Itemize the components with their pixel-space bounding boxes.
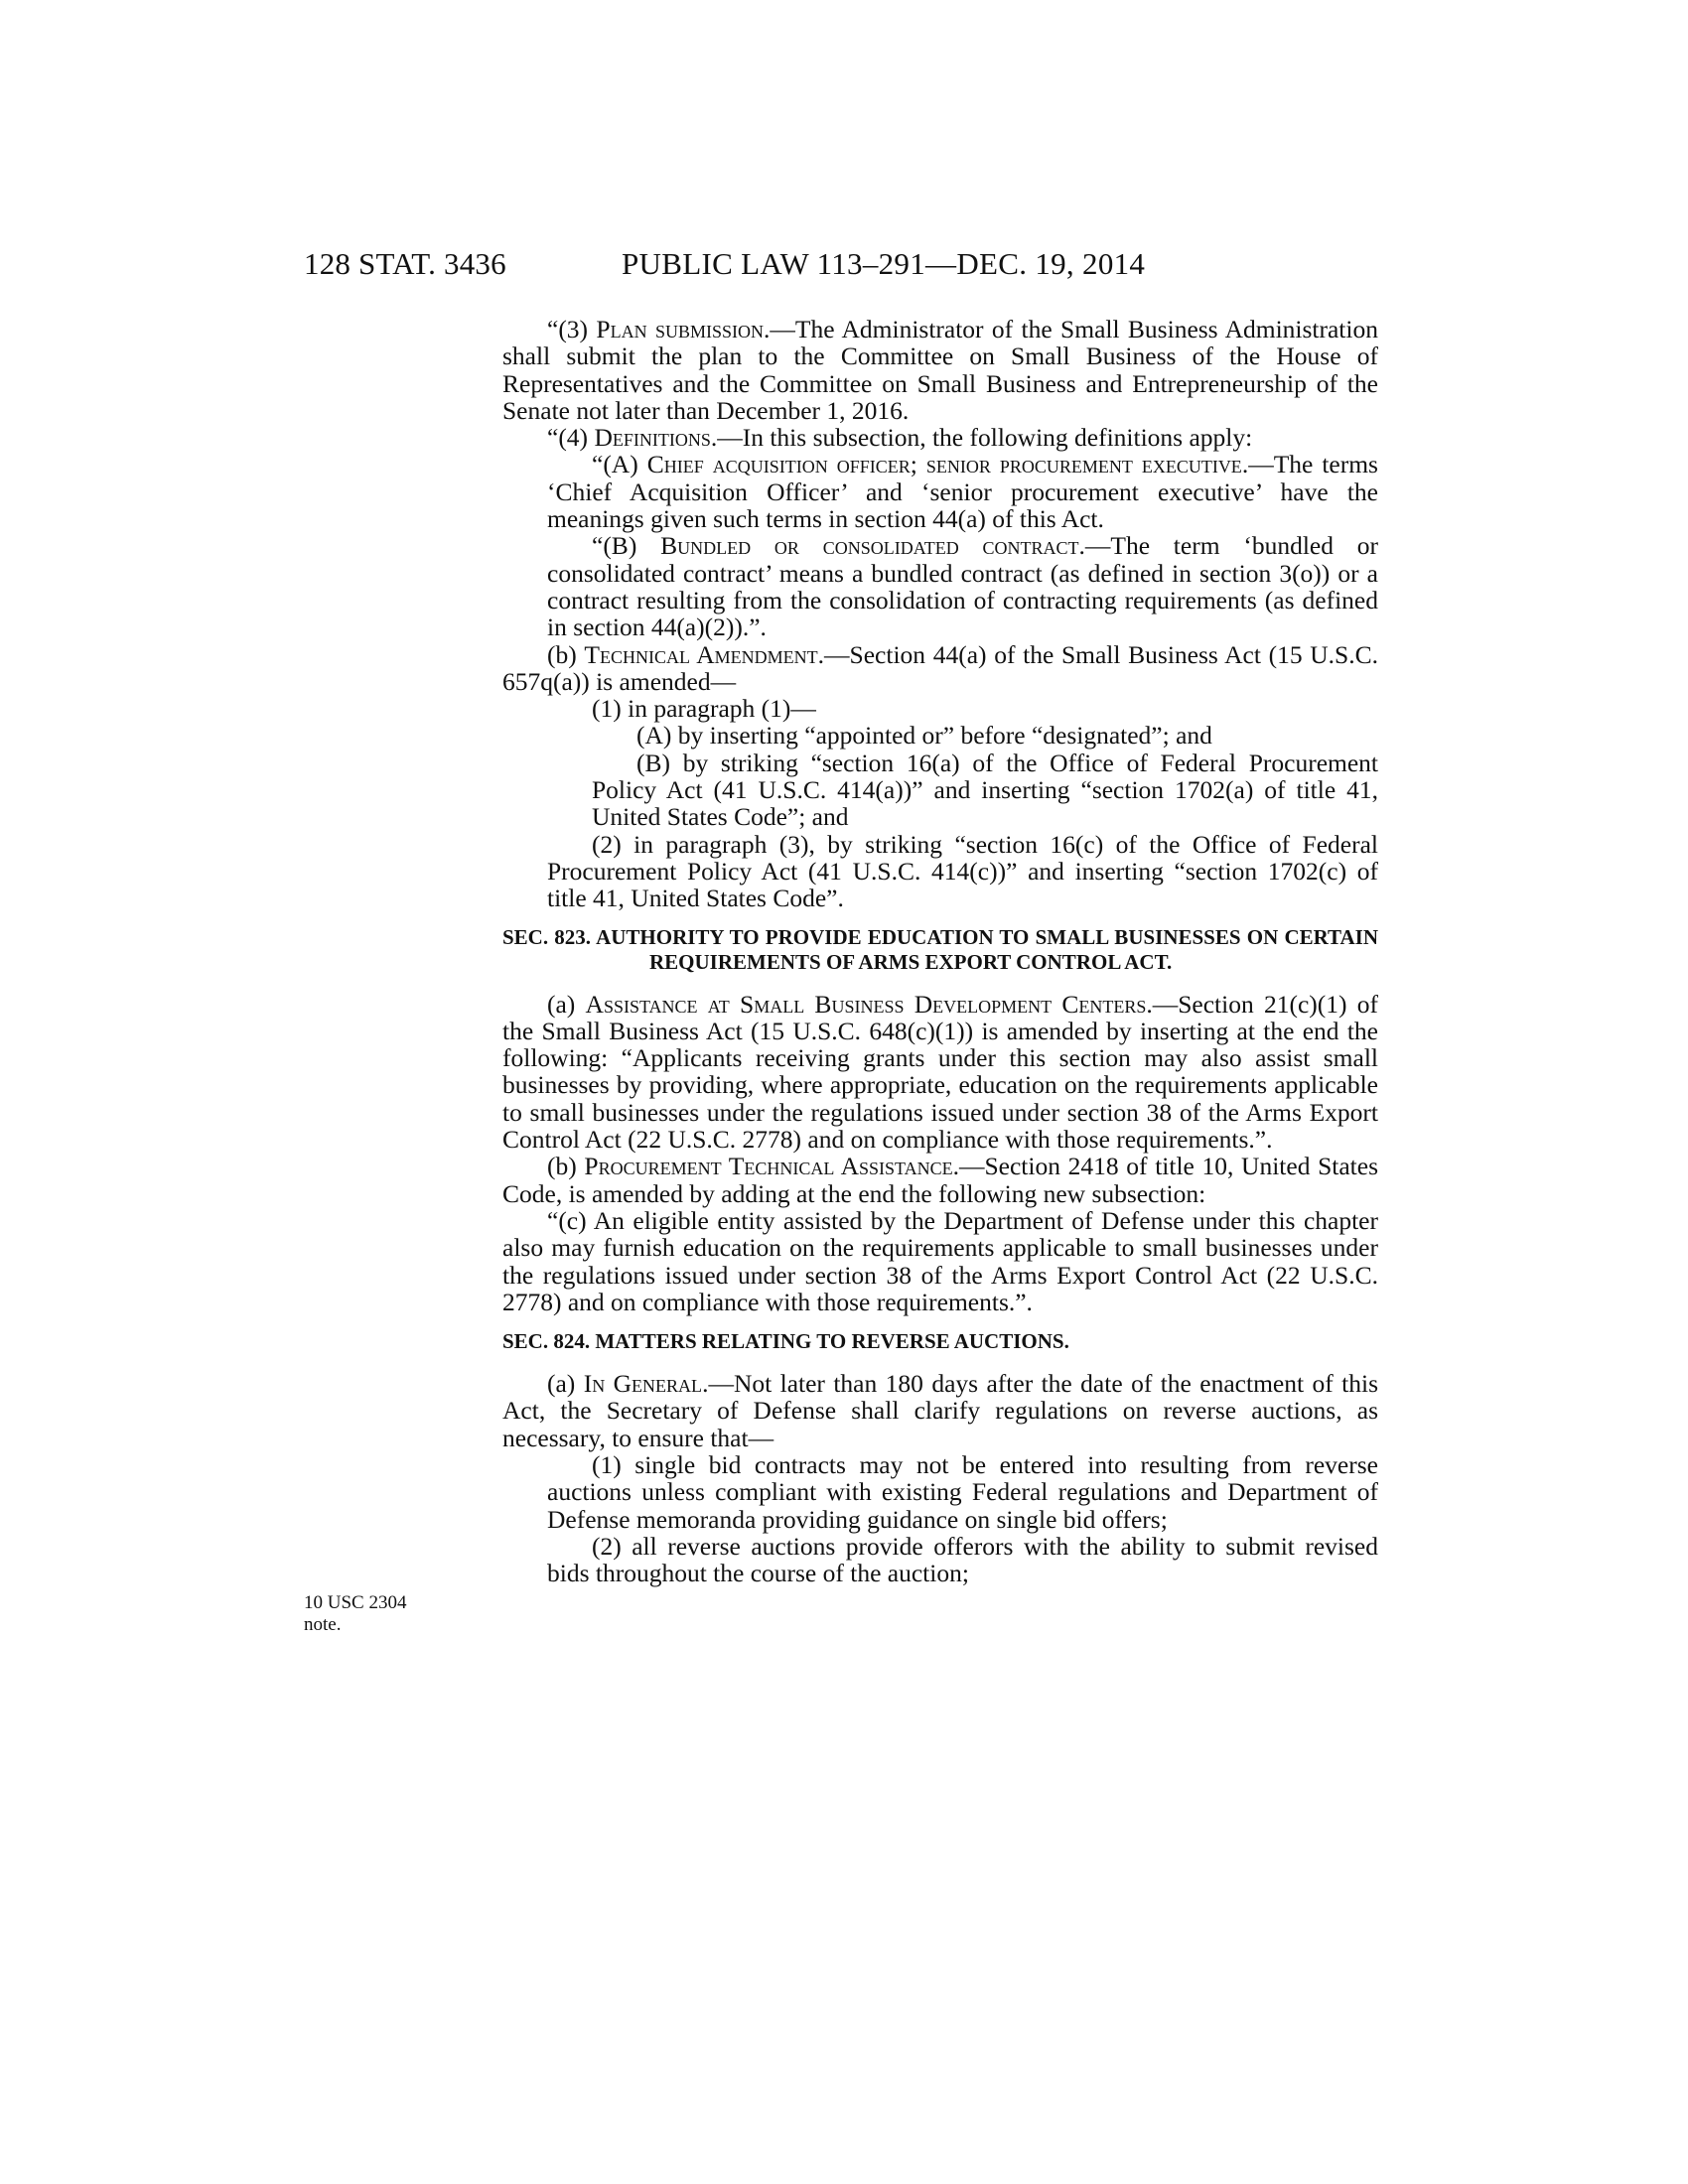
paragraph-text: .—The terms ‘Chief Acquisition Officer’ and ‘senior procurement executive’ have the meanings given such terms in section 44(a) of this Act. [547, 450, 1378, 534]
paragraph [502, 451, 1378, 532]
paragraph [502, 831, 1378, 912]
paragraph-heading: Plan submission [596, 315, 764, 343]
paragraph [502, 1153, 1378, 1207]
continued-section-822 [502, 316, 1378, 912]
paragraph-designation: (a) [547, 989, 586, 1019]
paragraph-text: (A) by inserting “appointed or” before “designated”; and [636, 721, 1212, 751]
paragraph-text: (2) all reverse auctions provide offerors with the ability to submit revised bids throughout the course of the auction; [547, 1531, 1378, 1588]
paragraph [502, 641, 1378, 696]
section-823-body [502, 991, 1378, 1316]
paragraph [502, 750, 1378, 831]
paragraph-text: .—In this subsection, the following definitions apply: [710, 423, 1253, 453]
paragraph-heading: Chief acquisition officer; senior procurement executive [646, 450, 1242, 479]
paragraph-designation: “(A) [592, 450, 647, 479]
paragraph-heading: Bundled or consolidated contract [660, 531, 1079, 561]
paragraph-text: (1) in paragraph (1)— [592, 694, 816, 724]
margin-note [304, 1592, 453, 1636]
paragraph-designation: (b) [547, 639, 585, 669]
paragraph-heading: Assistance at Small Business Development Centers [585, 989, 1147, 1019]
paragraph-text: .—Section 21(c)(1) of the Small Business Act (15 U.S.C. 648(c)(1)) is amended by inserting at the end the following: “Applicants receiving grants under this section may also assist small businesses by providing, where appropriate, education on the requirements applicable to small businesses under the regulations issued under section 38 of the Arms Export Control Act (22 U.S.C. 2778) and on compliance with those requirements.”. [502, 989, 1378, 1155]
running-title: PUBLIC LAW 113–291—DEC. 19, 2014 [622, 246, 1146, 281]
running-header [0, 246, 1688, 286]
paragraph-text: .—Not later than 180 days after the date of the enactment of this Act, the Secretary of Defense shall clarify regulations on reverse auctions, as necessary, to ensure that— [502, 1369, 1378, 1452]
paragraph [502, 722, 1378, 749]
margin-note-line: 10 USC 2304 [304, 1592, 407, 1613]
paragraph [502, 316, 1378, 424]
stat-citation: 128 STAT. 3436 [304, 246, 506, 281]
paragraph-heading: Definitions [594, 423, 711, 453]
paragraph [502, 424, 1378, 451]
paragraph [502, 1533, 1378, 1587]
section-824-body [502, 1370, 1378, 1586]
paragraph [502, 1370, 1378, 1451]
paragraph [502, 1207, 1378, 1315]
paragraph [502, 1451, 1378, 1533]
paragraph-heading: In General [583, 1369, 703, 1399]
section-heading-823: SEC. 823. AUTHORITY TO PROVIDE EDUCATION TO SMALL BUSINESSES ON CERTAIN REQUIREMENTS OF ARMS EXPORT CONTROL ACT. [502, 924, 1378, 974]
section-heading-824: SEC. 824. MATTERS RELATING TO REVERSE AUCTIONS. [502, 1329, 1069, 1354]
body-text [502, 316, 1378, 1586]
paragraph-designation: “(3) [547, 315, 597, 343]
paragraph [502, 695, 1378, 722]
paragraph-text: .—The term ‘bundled or consolidated contract’ means a bundled contract (as defined in section 3(o)) or a contract resulting from the consolidation of contracting requirements (as defined in section 44(a)(2)).”. [547, 531, 1379, 642]
paragraph-designation: (a) [547, 1369, 584, 1399]
margin-note-line: note. [304, 1614, 342, 1635]
paragraph-text: .—The Administrator of the Small Business Administration shall submit the plan to the Committee on Small Business of the House of Representatives and the Committee on Small Business and Entrepreneurship of the Senate not later than December 1, 2016. [502, 315, 1378, 425]
paragraph-text: “(c) An eligible entity assisted by the Department of Defense under this chapter also may furnish education on the requirements applicable to small businesses under the regulations issued under section 38 of the Arms Export Control Act (22 U.S.C. 2778) and on compliance with those requirements.”. [502, 1205, 1378, 1316]
paragraph [502, 532, 1378, 640]
paragraph [502, 991, 1378, 1154]
paragraph-text: .—Section 44(a) of the Small Business Act (15 U.S.C. 657q(a)) is amended— [502, 639, 1378, 696]
paragraph-text: (1) single bid contracts may not be entered into resulting from reverse auctions unless compliant with existing Federal regulations and Department of Defense memoranda providing guidance on single bid offers; [547, 1449, 1378, 1534]
paragraph-text: .—Section 2418 of title 10, United States Code, is amended by adding at the end the following new subsection: [502, 1152, 1379, 1208]
paragraph-text: (2) in paragraph (3), by striking “section 16(c) of the Office of Federal Procurement Policy Act (41 U.S.C. 414(c))” and inserting “section 1702(c) of title 41, United States Code”. [547, 829, 1378, 913]
paragraph-heading: Technical Amendment [584, 639, 818, 669]
paragraph-text: (B) by striking “section 16(a) of the Office of Federal Procurement Policy Act (41 U.S.C. 414(a))” and inserting “section 1702(a) of title 41, United States Code”; and [592, 748, 1378, 832]
paragraph-designation: “(4) [547, 423, 595, 453]
paragraph-heading: Procurement Technical Assistance [584, 1152, 953, 1181]
paragraph-designation: (b) [547, 1152, 585, 1181]
paragraph-designation: “(B) [592, 531, 661, 561]
